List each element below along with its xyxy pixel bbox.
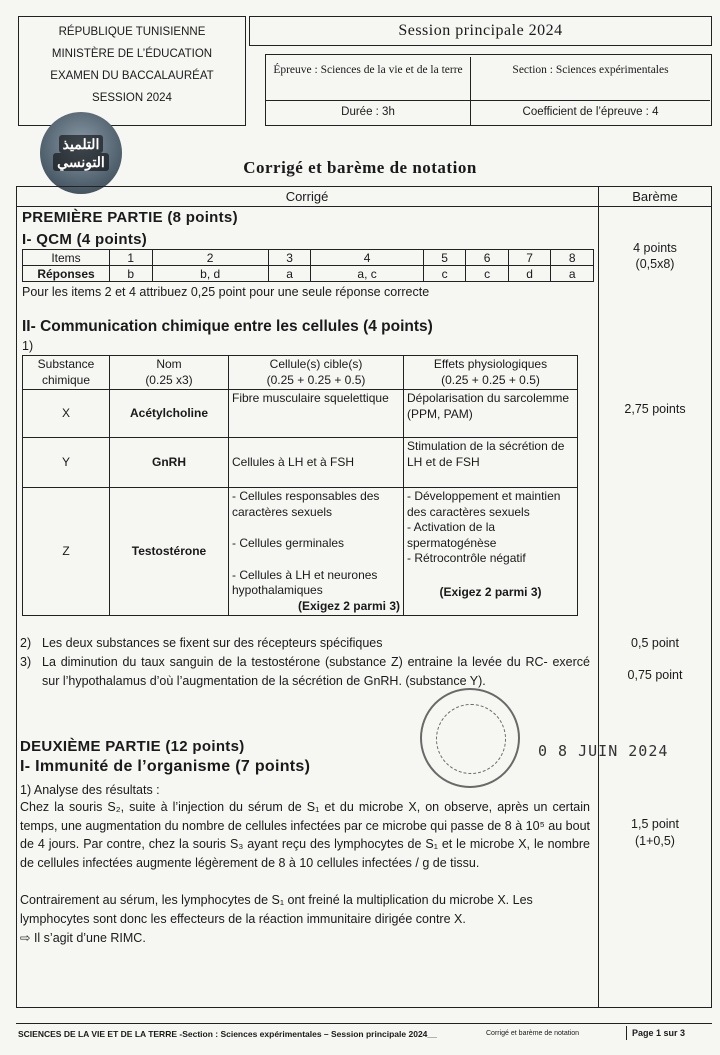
immunite-title: I- Immunité de l’organisme (7 points) bbox=[20, 758, 311, 775]
col-substance: Substance chimique bbox=[23, 356, 110, 390]
qcm-answer: b bbox=[110, 266, 153, 282]
qcm-item: 4 bbox=[311, 250, 424, 266]
qcm-answer: d bbox=[508, 266, 551, 282]
qcm-answer: c bbox=[466, 266, 509, 282]
part2-title: DEUXIÈME PARTIE (12 points) bbox=[20, 738, 245, 755]
qcm-answer: a bbox=[551, 266, 594, 282]
column-divider bbox=[598, 186, 599, 1008]
qcm-bareme bbox=[598, 240, 712, 272]
part1-title: PREMIÈRE PARTIE (8 points) bbox=[22, 209, 238, 226]
qcm-answers-row bbox=[23, 266, 594, 282]
part2-q1: 1) Analyse des résultats : bbox=[20, 783, 160, 797]
substance-y: Y bbox=[23, 438, 110, 488]
header-duree: Durée : 3h bbox=[266, 101, 471, 125]
footer-subtitle: Corrigé et barème de notation bbox=[486, 1030, 579, 1037]
qcm-bareme-points: 4 points bbox=[633, 241, 677, 255]
qcm-item: 3 bbox=[268, 250, 311, 266]
substances-header-row bbox=[23, 356, 578, 390]
comm-bareme: 2,75 points bbox=[624, 402, 686, 416]
qcm-item: 8 bbox=[551, 250, 594, 266]
qcm-answer: b, d bbox=[152, 266, 268, 282]
footer-page: Page 1 sur 3 bbox=[632, 1028, 686, 1038]
part2-para1: Chez la souris S₂, suite à l’injection du sérum de S₁ et du microbe X, on observe, après un certain temps, une augmentation du nombre de cellules infectées par ce microbe qui passe de 8 à 10⁵ au bout de 4 jours. Par contre, chez la souris S₃ ayant reçu des lymphocytes de S₁ et le microbe X, le nombre de cellules infectées augmente légèrement de 8 à 10 cellules infectées / g de tissu. bbox=[20, 800, 590, 870]
qcm-item: 2 bbox=[152, 250, 268, 266]
q3-text: La diminution du taux sanguin de la testostérone (substance Z) entraine la levée du RC- exercé sur l’hypothalamus d’où l’augmentation de la sécrétion de GnRH. (substance Y). bbox=[42, 655, 590, 688]
nom-z: Testostérone bbox=[110, 488, 229, 616]
substance-x: X bbox=[23, 390, 110, 438]
table-row bbox=[23, 390, 578, 438]
exigez-effets: (Exigez 2 parmi 3) bbox=[439, 584, 542, 599]
qcm-table bbox=[22, 249, 594, 282]
document-title: Corrigé et barème de notation bbox=[243, 158, 477, 177]
nom-y: GnRH bbox=[110, 438, 229, 488]
header-ministere: MINISTÈRE DE L’ÉDUCATION bbox=[51, 48, 213, 60]
table-row bbox=[23, 438, 578, 488]
part2-bareme bbox=[598, 816, 712, 850]
qcm-label-reponses: Réponses bbox=[23, 266, 110, 282]
header-coefficient: Coefficient de l’épreuve : 4 bbox=[522, 106, 659, 118]
substance-z: Z bbox=[23, 488, 110, 616]
stamp-date: 0 8 JUIN 2024 bbox=[538, 742, 669, 760]
header-exam-info bbox=[249, 16, 712, 126]
col-cible: Cellule(s) cible(s) (0.25 + 0.25 + 0.5) bbox=[229, 356, 404, 390]
q3-number: 3) bbox=[20, 655, 32, 669]
qcm-label-items: Items bbox=[23, 250, 110, 266]
header-divider bbox=[16, 206, 712, 207]
part2-para2: Contrairement au sérum, les lymphocytes de S₁ ont freiné la multiplication du microbe X. Les lymphocytes sont donc les effecteurs de la réaction immunitaire dirigée contre X. bbox=[20, 893, 533, 926]
column-header-bareme: Barème bbox=[632, 189, 678, 204]
effets-z: - Développement et maintien des caractères sexuels - Activation de la spermatogénèse - Rétrocontrôle négatif (Exigez 2 parmi 3) bbox=[404, 488, 578, 616]
q2-number: 2) bbox=[20, 636, 32, 650]
col-effets: Effets physiologiques (0.25 + 0.25 + 0.5) bbox=[404, 356, 578, 390]
header-epreuve: Épreuve : Sciences de la vie et de la terre bbox=[266, 57, 471, 101]
comm-q1: 1) bbox=[22, 339, 34, 353]
col-nom: Nom (0.25 x3) bbox=[110, 356, 229, 390]
q2-bareme: 0,5 point bbox=[631, 636, 679, 650]
stamp-inner-ring bbox=[436, 704, 506, 774]
footer-text: SCIENCES DE LA VIE ET DE LA TERRE -Section : Sciences expérimentales – Session principale 2024__ bbox=[18, 1029, 437, 1039]
column-header-corrige: Corrigé bbox=[285, 189, 329, 204]
header-grid bbox=[265, 54, 712, 126]
header-institution-box bbox=[18, 16, 246, 126]
header-republique: RÉPUBLIQUE TUNISIENNE bbox=[58, 26, 206, 38]
logo-text-1: التلميذ bbox=[59, 135, 104, 153]
nom-x: Acétylcholine bbox=[110, 390, 229, 438]
table-row bbox=[23, 488, 578, 616]
cible-y: Cellules à LH et à FSH bbox=[229, 438, 404, 488]
qcm-items-row bbox=[23, 250, 594, 266]
cible-x: Fibre musculaire squelettique bbox=[229, 390, 404, 438]
comm-title: II- Communication chimique entre les cellules (4 points) bbox=[22, 318, 433, 335]
qcm-title: I- QCM (4 points) bbox=[22, 231, 148, 248]
q2-text: Les deux substances se fixent sur des récepteurs spécifiques bbox=[42, 636, 383, 650]
footer-divider bbox=[626, 1026, 627, 1040]
q3-bareme: 0,75 point bbox=[627, 668, 683, 682]
cible-z: - Cellules responsables des caractères sexuels - Cellules germinales - Cellules à LH et neurones hypothalamiques (Exigez 2 parmi 3) bbox=[229, 488, 404, 616]
header-session-year: SESSION 2024 bbox=[92, 92, 172, 104]
logo-text-2: التونسي bbox=[53, 153, 109, 171]
effets-x: Dépolarisation du sarcolemme (PPM, PAM) bbox=[404, 390, 578, 438]
exigez-cible: (Exigez 2 parmi 3) bbox=[297, 598, 400, 613]
qcm-item: 6 bbox=[466, 250, 509, 266]
part2-conclusion: ⇨ Il s’agit d’une RIMC. bbox=[20, 931, 146, 945]
part2-bareme-detail: (1+0,5) bbox=[635, 834, 675, 848]
qcm-note: Pour les items 2 et 4 attribuez 0,25 point pour une seule réponse correcte bbox=[22, 285, 430, 299]
qcm-item: 5 bbox=[423, 250, 466, 266]
effets-y: Stimulation de la sécrétion de LH et de FSH bbox=[404, 438, 578, 488]
header-section: Section : Sciences expérimentales bbox=[471, 57, 710, 101]
qcm-item: 7 bbox=[508, 250, 551, 266]
header-session: Session principale 2024 bbox=[249, 16, 712, 46]
header-examen: EXAMEN DU BACCALAURÉAT bbox=[50, 70, 214, 82]
qcm-answer: a, c bbox=[311, 266, 424, 282]
part2-bareme-points: 1,5 point bbox=[631, 817, 679, 831]
qcm-item: 1 bbox=[110, 250, 153, 266]
watermark-logo bbox=[40, 112, 122, 194]
qcm-answer: c bbox=[423, 266, 466, 282]
qcm-answer: a bbox=[268, 266, 311, 282]
official-stamp bbox=[420, 688, 520, 788]
substances-table bbox=[22, 355, 578, 616]
page-footer bbox=[16, 1023, 712, 1046]
qcm-bareme-detail: (0,5x8) bbox=[635, 257, 675, 271]
